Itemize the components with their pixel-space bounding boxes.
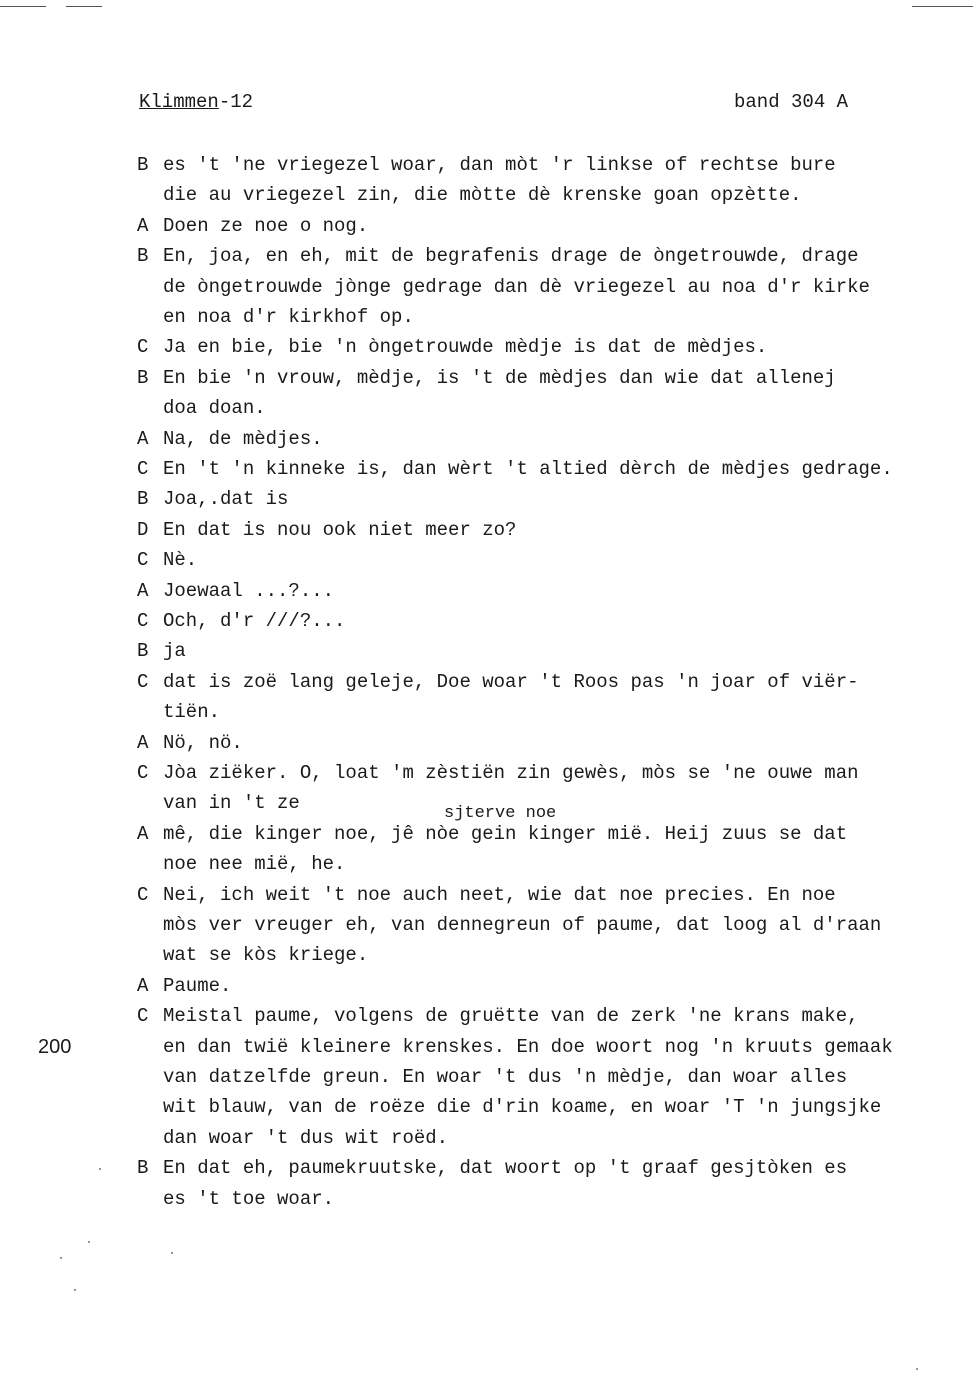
line-text: wat se kòs kriege.: [163, 944, 369, 967]
line-text: en noa d'r kirkhof op.: [163, 306, 414, 328]
line-text: Na, de mèdjes.: [163, 427, 323, 450]
line-text: wit blauw, van de roëze die d'rin koame, en woar 'T 'n jungsjke: [163, 1096, 882, 1119]
line-text: Nei, ich weit 't noe auch neet, wie dat noe precies. En noe: [163, 883, 836, 906]
speaker-label: B: [137, 640, 149, 663]
line-text: die au vriegezel zin, die mòtte dè krenske goan opzètte.: [163, 184, 802, 207]
speaker-label: C: [137, 762, 149, 784]
line-text: En 't 'n kinneke is, dan wèrt 't altied dèrch de mèdjes gedrage.: [163, 458, 893, 480]
line-text: dat is zoë lang geleje, Doe woar 't Roos pas 'n joar of viër-: [163, 670, 859, 693]
line-text: Doen ze noe o nog.: [163, 214, 369, 237]
speaker-label: B: [137, 488, 149, 511]
line-text: tiën.: [163, 701, 221, 724]
line-text: Joa,.dat is: [163, 488, 289, 511]
scan-speck: [99, 1168, 101, 1170]
speaker-label: C: [137, 549, 149, 572]
speaker-label: A: [137, 579, 149, 602]
speaker-label: A: [137, 427, 149, 450]
scan-edge-right: [912, 6, 973, 7]
line-text: ja: [163, 640, 186, 663]
line-text: de òngetrouwde jònge gedrage dan dè vriegezel au noa d'r kirke: [163, 275, 870, 298]
line-text: Ja en bie, bie 'n òngetrouwde mèdje is dat de mèdjes.: [163, 336, 768, 359]
line-text: mòs ver vreuger eh, van dennegreun of paume, dat loog al d'raan: [163, 914, 882, 936]
line-text: noe nee mië, he.: [163, 853, 346, 876]
speaker-label: B: [137, 245, 149, 268]
speaker-label: D: [137, 518, 149, 541]
speaker-label: C: [137, 610, 149, 632]
line-text: mê, die kinger noe, jê nòe gein kinger mië. Heij zuus se dat: [163, 822, 848, 845]
speaker-label: C: [137, 670, 149, 693]
line-text: es 't toe woar.: [163, 1187, 335, 1210]
margin-line-number: 200: [38, 1036, 72, 1058]
scan-speck: [74, 1289, 76, 1291]
line-text: Nè.: [163, 549, 198, 572]
line-text: En dat eh, paumekruutske, dat woort op 't graaf gesjtòken es: [163, 1157, 848, 1180]
speaker-label: B: [137, 366, 149, 389]
line-text: Joewaal ...?...: [163, 579, 335, 602]
speaker-label: A: [137, 822, 149, 845]
speaker-label: B: [137, 1157, 149, 1180]
line-text: dan woar 't dus wit roëd.: [163, 1126, 449, 1149]
page-header-band: band 304 A: [734, 91, 849, 113]
scan-speck: [171, 1252, 173, 1254]
speaker-label: C: [137, 336, 149, 359]
line-text: van in 't ze: [163, 792, 300, 815]
page-header-title: [139, 91, 253, 113]
handwritten-insertion: sjterve noe: [444, 804, 557, 823]
line-text: Nö, nö.: [163, 731, 243, 754]
scan-speck: [88, 1241, 90, 1243]
line-text: Och, d'r ///?...: [163, 610, 346, 632]
line-text: en dan twië kleinere krenskes. En doe woort nog 'n kruuts gemaak: [163, 1035, 893, 1058]
speaker-label: C: [137, 458, 149, 480]
scan-edge-mid: [66, 6, 102, 7]
line-text: En dat is nou ook niet meer zo?: [163, 518, 517, 541]
speaker-label: A: [137, 214, 149, 237]
header-title: Klimmen: [139, 91, 219, 113]
scan-speck: [916, 1368, 918, 1370]
scan-speck: [60, 1257, 62, 1259]
line-text: es 't 'ne vriegezel woar, dan mòt 'r linkse of rechtse bure: [163, 154, 836, 176]
speaker-label: C: [137, 1005, 149, 1028]
speaker-label: B: [137, 154, 149, 176]
speaker-label: A: [137, 731, 149, 754]
line-text: Meistal paume, volgens de gruëtte van de zerk 'ne krans make,: [163, 1005, 859, 1028]
scan-edge-left: [0, 6, 46, 7]
speaker-label: C: [137, 883, 149, 906]
line-text: van datzelfde greun. En woar 't dus 'n mèdje, dan woar alles: [163, 1066, 848, 1088]
line-text: En, joa, en eh, mit de begrafenis drage de òngetrouwde, drage: [163, 245, 859, 268]
line-text: Paume.: [163, 974, 232, 997]
line-text: doa doan.: [163, 397, 266, 420]
header-page-number: -12: [218, 91, 254, 113]
speaker-label: A: [137, 974, 149, 997]
line-text: En bie 'n vrouw, mèdje, is 't de mèdjes dan wie dat allenej: [163, 366, 836, 389]
line-text: Jòa ziëker. O, loat 'm zèstiën zin gewès, mòs se 'ne ouwe man: [163, 762, 859, 784]
